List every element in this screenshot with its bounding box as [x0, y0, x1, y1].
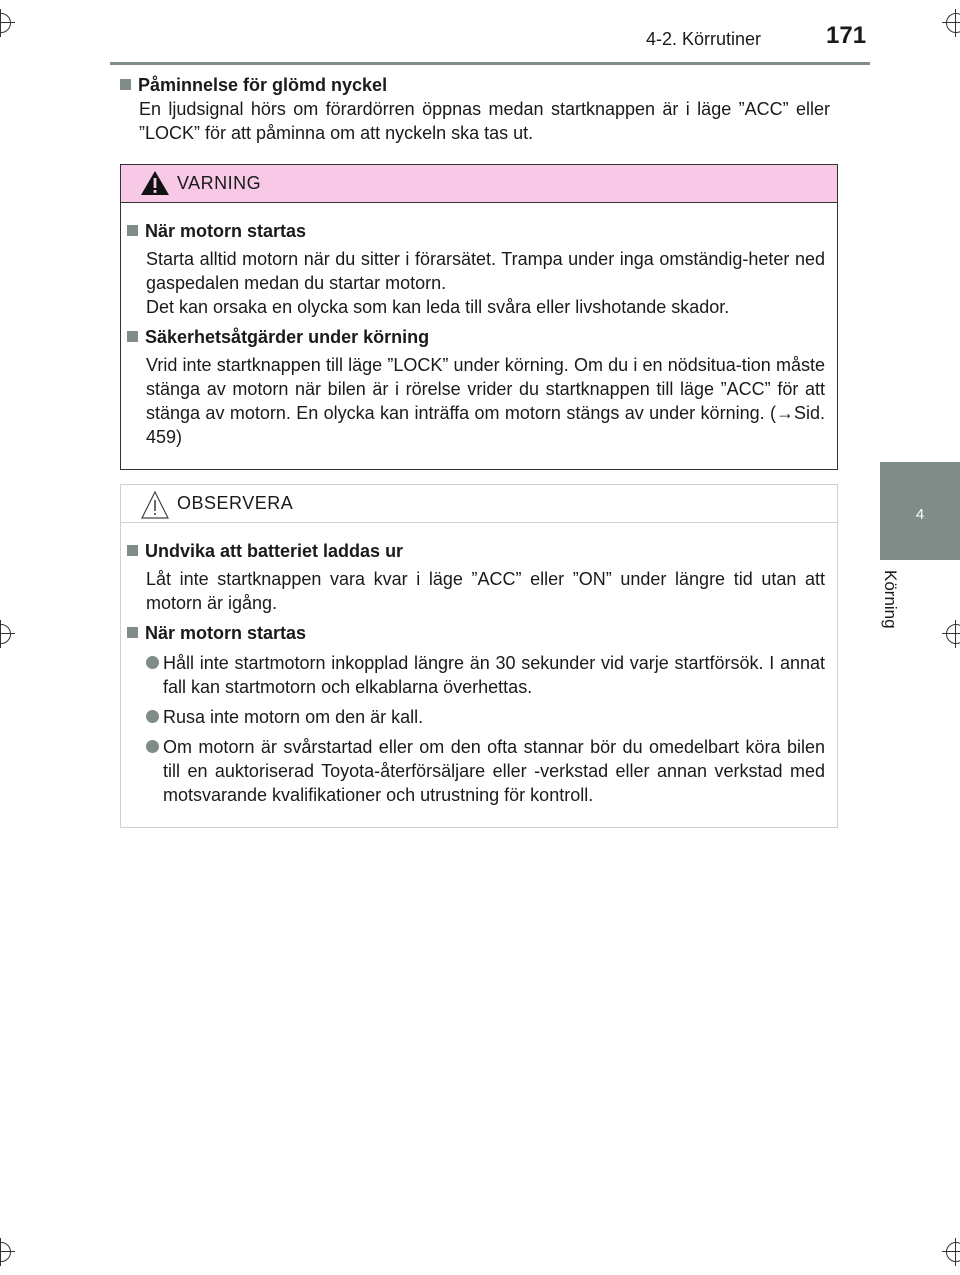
- round-bullet-icon: [146, 740, 159, 753]
- notice-heading-1: Undvika att batteriet laddas ur: [127, 539, 825, 563]
- crop-mark: [942, 1238, 960, 1266]
- warning-heading-2: Säkerhetsåtgärder under körning: [127, 325, 825, 349]
- intro-section: [120, 73, 830, 145]
- warning-text: Starta alltid motorn när du sitter i förarsätet. Trampa under inga omständig-heter ned gaspedalen medan du startar motorn.: [146, 249, 825, 293]
- caution-triangle-icon: [140, 490, 170, 520]
- chapter-label: [880, 570, 920, 650]
- warning-header: [121, 165, 837, 203]
- notice-text: Låt inte startknappen vara kvar i läge ”ACC” eller ”ON” under längre tid utan att motorn är igång.: [146, 569, 825, 613]
- list-item: Håll inte startmotorn inkopplad längre än 30 sekunder vid varje startförsök. I annat fall kan startmotorn och elkablarna överhettas.: [127, 651, 825, 699]
- notice-box: [120, 484, 838, 828]
- warning-heading-1: När motorn startas: [127, 219, 825, 243]
- round-bullet-icon: [146, 656, 159, 669]
- crop-mark: [0, 9, 15, 37]
- intro-text: En ljudsignal hörs om förardörren öppnas medan startknappen är i läge ”ACC” eller ”LOCK” för att påminna om att nyckeln ska tas ut.: [139, 99, 830, 143]
- square-bullet-icon: [127, 627, 138, 638]
- chapter-label-text: Körning: [881, 570, 900, 629]
- warning-label: VARNING: [177, 173, 262, 193]
- crop-mark: [0, 620, 15, 648]
- warning-box: [120, 164, 838, 470]
- notice-heading-2: När motorn startas: [127, 621, 825, 645]
- warning-text: Det kan orsaka en olycka som kan leda till svåra eller livshotande skador.: [146, 297, 730, 317]
- square-bullet-icon: [127, 545, 138, 556]
- chapter-number: 4: [915, 506, 925, 523]
- crop-mark: [942, 620, 960, 648]
- chapter-tab: [880, 462, 960, 560]
- notice-header: [121, 485, 837, 523]
- list-item: Rusa inte motorn om den är kall.: [127, 705, 825, 729]
- crop-mark: [0, 1238, 15, 1266]
- square-bullet-icon: [127, 225, 138, 236]
- intro-heading: Påminnelse för glömd nyckel: [120, 73, 830, 97]
- warning-triangle-icon: [140, 170, 170, 196]
- header-divider: [110, 62, 870, 65]
- square-bullet-icon: [127, 331, 138, 342]
- crop-mark: [942, 9, 960, 37]
- warning-text: Vrid inte startknappen till läge ”LOCK” under körning. Om du i en nödsitua-tion måste stänga av motorn när bilen är i rörelse vrider du startknappen till läge ”ACC” för att stänga av motorn. En olycka kan inträffa om motorn stängs av under körning. (→Sid. 459): [146, 355, 825, 447]
- list-item: Om motorn är svårstartad eller om den ofta stannar bör du omedelbart köra bilen till en auktoriserad Toyota-återförsäljare eller -verkstad eller annan verkstad med motsvarande kvalifikationer och utrustning för kontroll.: [127, 735, 825, 807]
- square-bullet-icon: [120, 79, 131, 90]
- round-bullet-icon: [146, 710, 159, 723]
- section-title: 4-2. Körrutiner: [646, 29, 762, 49]
- page-number: 171: [826, 22, 867, 49]
- notice-label: OBSERVERA: [177, 493, 294, 513]
